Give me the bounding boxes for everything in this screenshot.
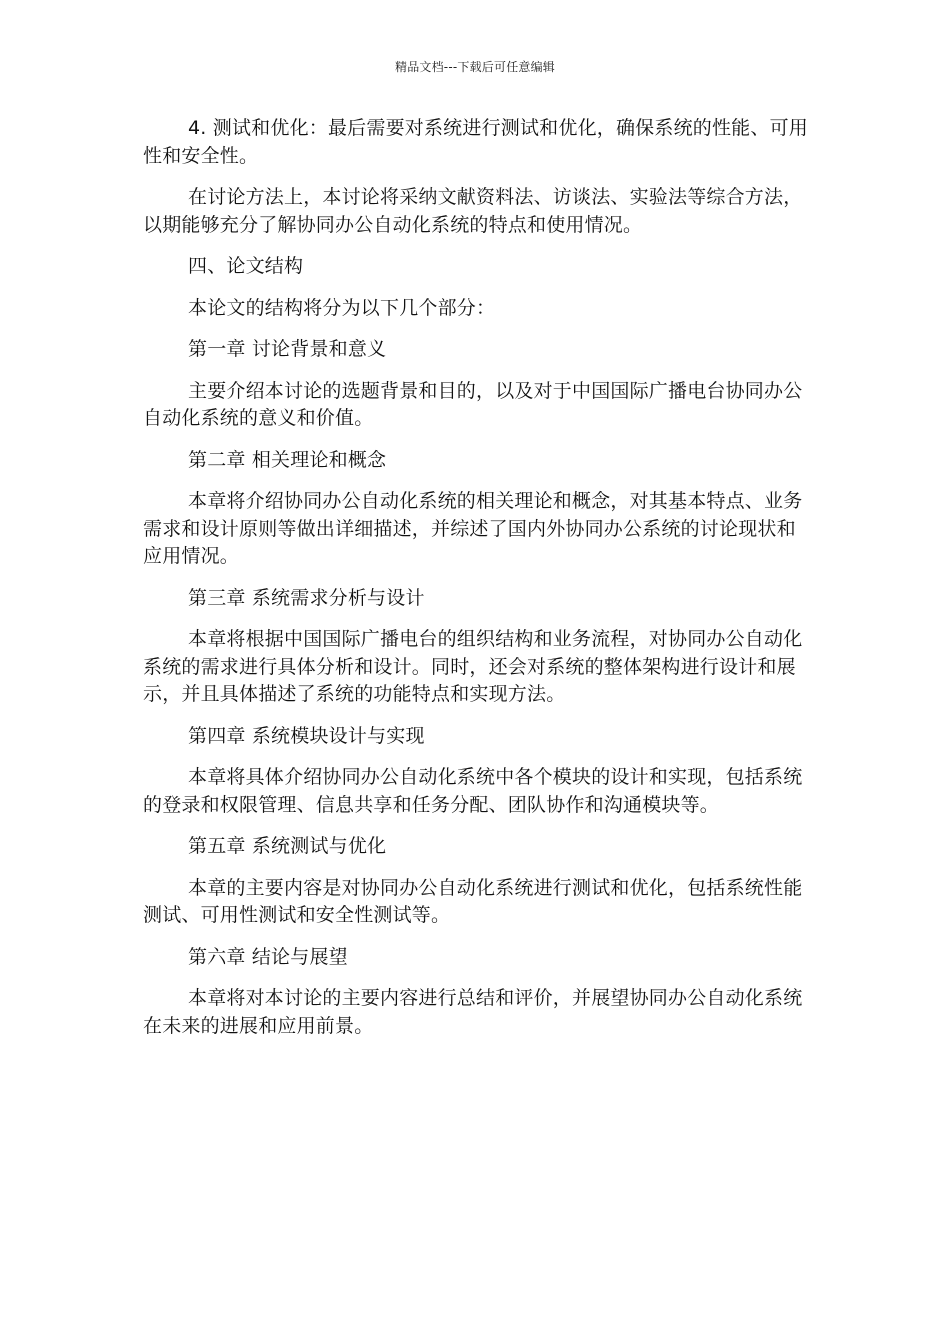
chapter-2-heading: 第二章 相关理论和概念 (188, 448, 387, 471)
chapter-6-description: 本章将对本讨论的主要内容进行总结和评价，并展望协同办公自动化系统在未来的进展和应用前景。 (143, 987, 803, 1037)
section-heading-thesis-structure: 四、论文结构 (188, 255, 304, 277)
chapter-6-heading: 第六章 结论与展望 (188, 945, 348, 968)
chapter-5-description: 本章的主要内容是对协同办公自动化系统进行测试和优化，包括系统性能测试、可用性测试和安全性测试等。 (143, 876, 803, 926)
paragraph-research-methods: 在讨论方法上，本讨论将采纳文献资料法、访谈法、实验法等综合方法，以期能够充分了解协同办公自动化系统的特点和使用情况。 (143, 186, 803, 236)
page-header: 精品文档---下载后可任意编辑 (395, 60, 555, 74)
chapter-1-description: 主要介绍本讨论的选题背景和目的，以及对于中国国际广播电台协同办公自动化系统的意义和价值。 (143, 379, 803, 429)
document-body (143, 115, 808, 1054)
chapter-2-description: 本章将介绍协同办公自动化系统的相关理论和概念，对其基本特点、业务需求和设计原则等做出详细描述，并综述了国内外协同办公系统的讨论现状和应用情况。 (143, 490, 803, 567)
chapter-1-heading: 第一章 讨论背景和意义 (188, 338, 387, 360)
chapter-4-description: 本章将具体介绍协同办公自动化系统中各个模块的设计和实现，包括系统的登录和权限管理、信息共享和任务分配、团队协作和沟通模块等。 (143, 766, 803, 816)
chapter-3-heading: 第三章 系统需求分析与设计 (188, 586, 425, 609)
paragraph-testing-optimization: 4. 测试和优化：最后需要对系统进行测试和优化，确保系统的性能、可用性和安全性。 (143, 117, 808, 167)
chapter-4-heading: 第四章 系统模块设计与实现 (188, 724, 425, 747)
paragraph-structure-intro: 本论文的结构将分为以下几个部分： (188, 296, 496, 319)
chapter-5-heading: 第五章 系统测试与优化 (188, 835, 387, 857)
chapter-3-description: 本章将根据中国国际广播电台的组织结构和业务流程，对协同办公自动化系统的需求进行具体分析和设计。同时，还会对系统的整体架构进行设计和展示，并且具体描述了系统的功能特点和实现方法。 (143, 628, 803, 705)
